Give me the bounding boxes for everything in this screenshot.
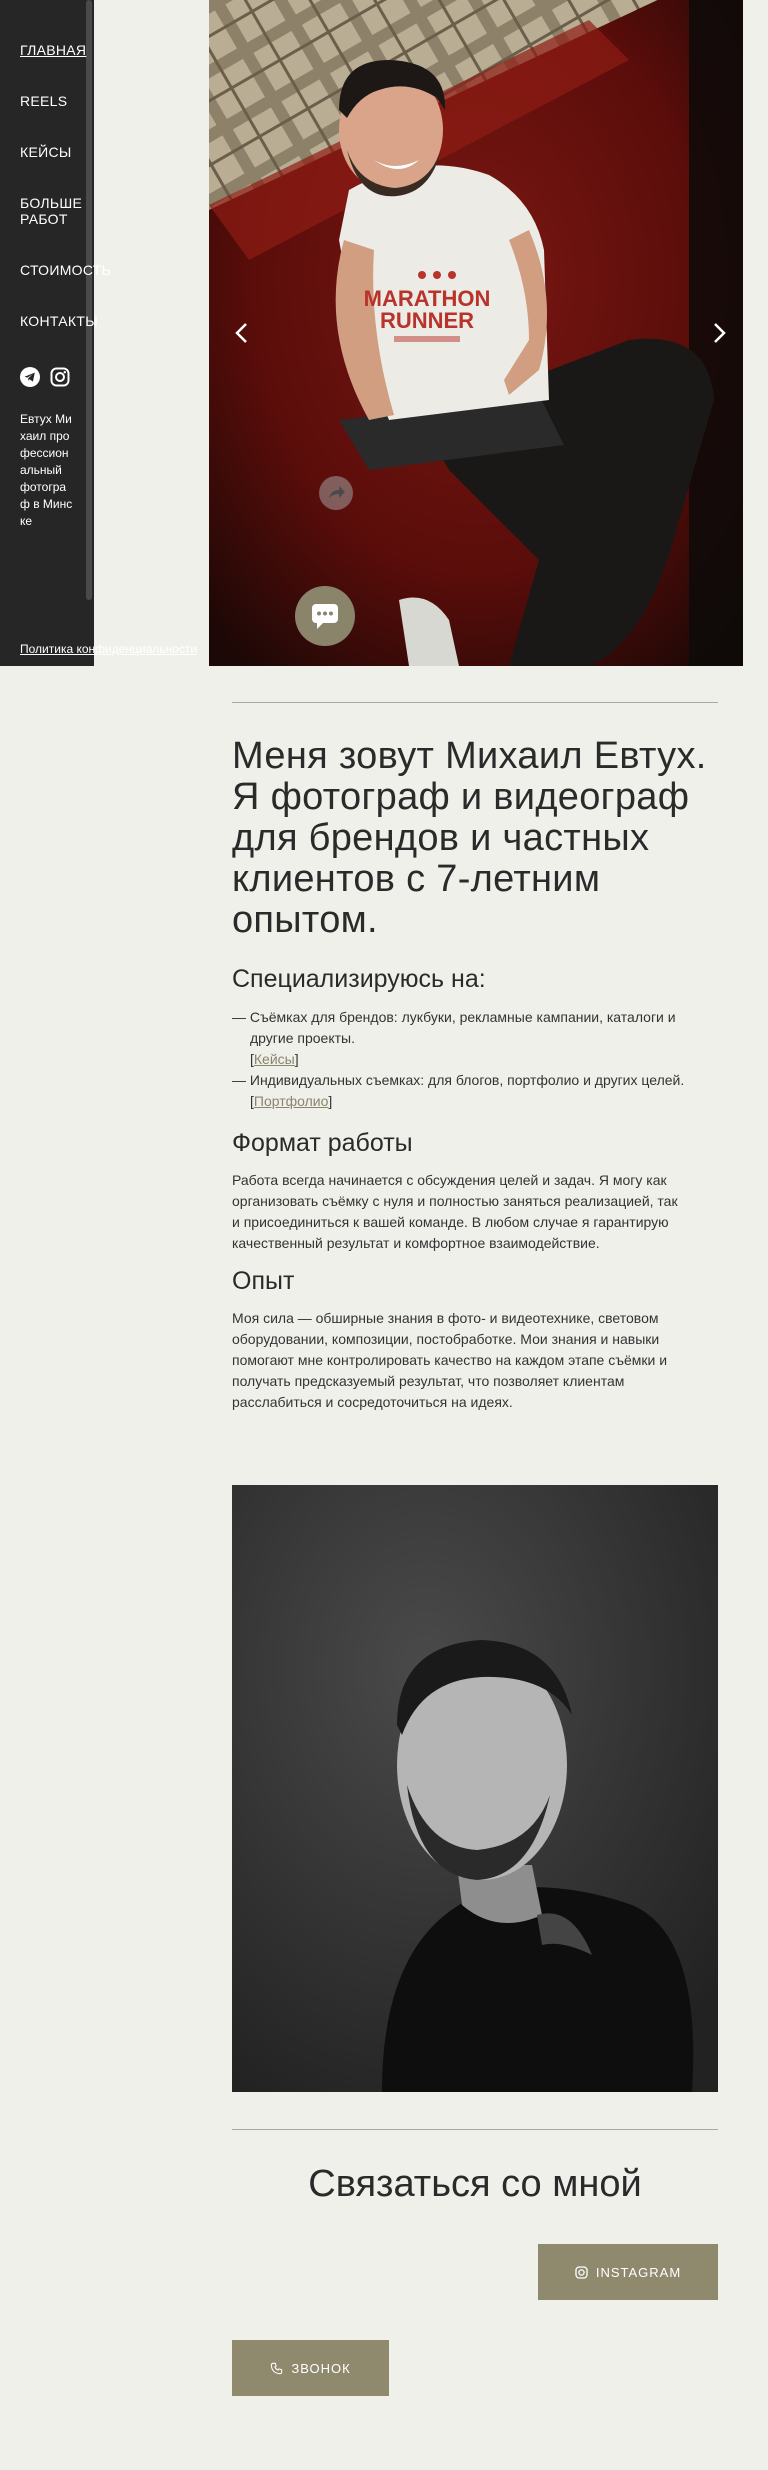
divider (232, 702, 718, 703)
experience-title: Опыт (232, 1267, 295, 1295)
call-button[interactable] (232, 2340, 389, 2396)
share-icon (319, 476, 353, 510)
nav-item-cases[interactable]: КЕЙСЫ (20, 144, 72, 160)
format-title: Формат работы (232, 1129, 413, 1157)
nav-item-more-works[interactable]: БОЛЬШЕ РАБОТ (20, 195, 83, 227)
social-links (20, 367, 70, 387)
sidebar-scrollbar[interactable] (86, 0, 92, 600)
list-item: — Индивидуальных съемках: для блогов, портфолио и других целей. [Портфолио] (232, 1072, 685, 1109)
hero-photo (209, 0, 743, 666)
list-item: — Съёмках для брендов: лукбуки, рекламные кампании, каталоги и другие проекты. [Кейсы] (232, 1009, 676, 1067)
specialization-title: Специализируюсь на: (232, 965, 486, 993)
share-button[interactable] (319, 476, 353, 510)
slider-prev-icon[interactable] (227, 318, 257, 348)
chat-button[interactable] (295, 586, 355, 646)
cases-link[interactable]: Кейсы (253, 1051, 295, 1067)
shirt-text-line1: MARATHON (363, 286, 491, 311)
list-item-text: — Индивидуальных съемках: для блогов, портфолио и других целей. (232, 1072, 685, 1088)
contact-title: Связаться со мной (308, 2163, 642, 2205)
shirt-print (418, 271, 456, 279)
instagram-icon (575, 2266, 588, 2279)
divider (232, 2129, 718, 2130)
chat-icon (295, 586, 355, 646)
telegram-icon[interactable] (20, 367, 40, 387)
nav-item-home[interactable]: ГЛАВНАЯ (20, 42, 87, 58)
sidebar-bio: Евтух Михаил профессиональный фотограф в Минске (20, 412, 73, 528)
nav-item-contacts[interactable]: КОНТАКТЫ (20, 313, 98, 329)
portrait-photo (232, 1485, 718, 2092)
intro-heading: Меня зовут Михаил Евтух. Я фотограф и видеограф для брендов и частных клиентов с 7-летним опытом. (232, 735, 707, 941)
sidebar (0, 0, 198, 666)
nav-item-reels[interactable]: REELS (20, 93, 68, 109)
list-item-text: — Съёмках для брендов: лукбуки, рекламные кампании, каталоги и другие проекты. (232, 1009, 676, 1046)
format-text: Работа всегда начинается с обсуждения целей и задач. Я могу как организовать съёмку с нуля и полностью заняться реализацией, так и присоединиться к вашей команде. В любом случае я гарантирую качественный результат и комфортное взаимодействие. (232, 1172, 678, 1251)
portfolio-link[interactable]: Портфолио (253, 1093, 329, 1109)
instagram-icon[interactable] (50, 367, 70, 387)
instagram-button[interactable] (538, 2244, 718, 2300)
hero-slider[interactable] (209, 0, 743, 666)
nav-item-pricing[interactable]: СТОИМОСТЬ (20, 262, 112, 278)
call-button-label: ЗВОНОК (291, 2360, 351, 2376)
shirt-text-line2: RUNNER (379, 308, 475, 333)
privacy-policy-link[interactable]: Политика конфиденциальности (20, 642, 198, 656)
slider-next-icon[interactable] (704, 318, 734, 348)
experience-text: Моя сила — обширные знания в фото- и видеотехнике, световом оборудовании, композиции, постобработке. Мои знания и навыки помогают мне контролировать качество на каждом этапе съёмки и получать предсказуемый результат, что позволяет клиентам расслабиться и сосредоточиться на идеях. (232, 1310, 668, 1410)
specialization-list (232, 1007, 718, 1112)
instagram-button-label: INSTAGRAM (595, 2264, 682, 2280)
phone-icon (270, 2362, 283, 2375)
